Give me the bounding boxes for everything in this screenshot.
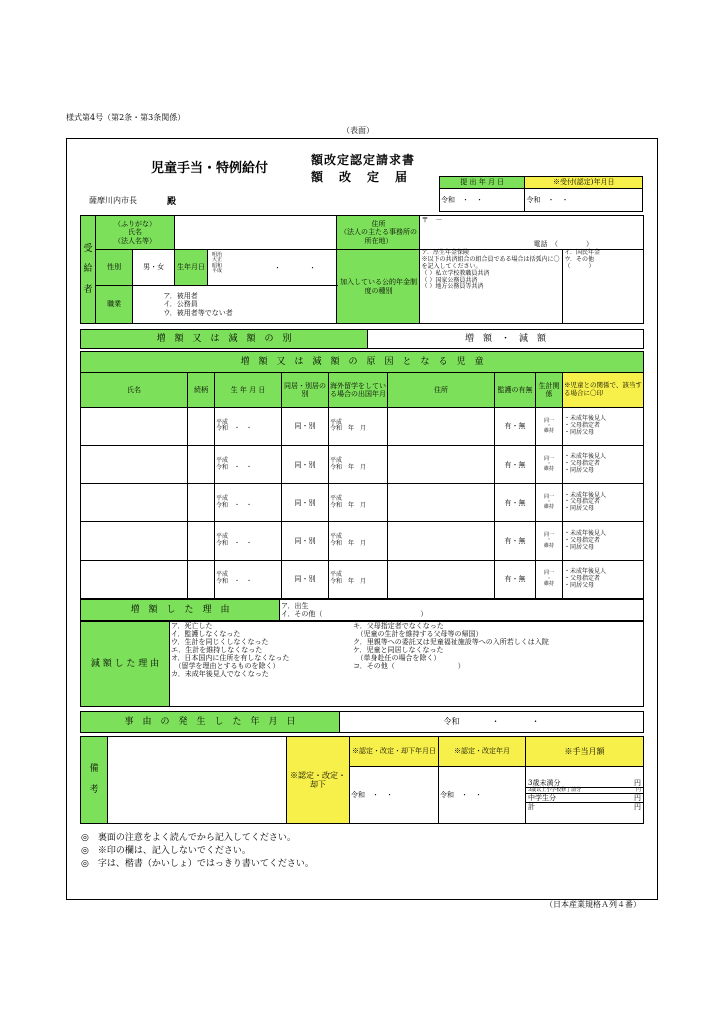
applicant-table [80,215,644,324]
child-name[interactable] [81,407,188,445]
furigana-label: （ふりがな） [114,220,156,229]
child-dob[interactable]: 平成 令和 ・ ・ [215,560,282,598]
col-cohab: 同居・別居の別 [282,372,329,407]
allowance-label: ※手当月額 [526,737,644,767]
child-custody[interactable]: 有・無 [495,522,536,560]
submit-date-label: 提 出 年 月 日 [440,177,525,189]
increase-reason-options[interactable]: ア．出生 イ．その他（ ） [280,600,644,621]
col-name: 氏名 [81,372,188,407]
col-relation: 続柄 [188,372,215,407]
child-address[interactable] [388,484,495,522]
remarks-label: 備 考 [81,737,108,824]
pension-label: 加入している公的年金制度の種別 [337,250,420,324]
inc-dec-value[interactable]: 増 額 ・ 減 額 [368,330,644,349]
amount-under3: 3歳未満分 円 [528,778,641,787]
dob-field[interactable]: 明治 大正 昭和 平成 ・ ・ [208,250,337,286]
col-address: 住所 [388,372,495,407]
child-address[interactable] [388,446,495,484]
child-abroad[interactable]: 平成 令和 年 月 [329,484,388,522]
child-livelihood[interactable]: 同一 ・ 維持 [536,407,563,445]
receipt-date-label: ※受付(認定)年月日 [525,177,643,189]
decrease-reason-left[interactable]: ア．死亡した イ．監護しなくなった ウ．生計を同じくしなくなった エ．生計を維持しなくなった オ．日本国内に住所を有しなくなった （留学を理由とするものを除く） カ．未成年後見人でなくなった [170,622,353,707]
child-abroad[interactable]: 平成 令和 年 月 [329,407,388,445]
sex-label: 性別 [96,250,133,286]
title-left: 児童手当・特例給付 [151,161,269,176]
addressee: 薩摩川内市長 [89,196,137,205]
note-2: ◎ ※印の欄は、記入しないでください。 [81,846,251,856]
child-cohab[interactable]: 同・別 [282,484,329,522]
child-dob[interactable]: 平成 令和 ・ ・ [215,522,282,560]
child-guardian-rel: ・未成年後見人 ・父母指定者 ・同居父母 [563,560,644,598]
child-guardian-rel: ・未成年後見人 ・父母指定者 ・同居父母 [563,484,644,522]
child-livelihood[interactable]: 同一 ・ 維持 [536,446,563,484]
remarks-field[interactable] [108,737,287,824]
child-relation[interactable] [188,484,215,522]
child-livelihood[interactable]: 同一 ・ 維持 [536,560,563,598]
date-table [439,176,643,212]
job-label: 職業 [96,286,133,324]
applicant-side-label: 受 給 者 [81,216,96,324]
address-label: 住所 （法人の主たる事務所の所在地） [337,216,420,250]
receipt-date-value: 令和 ・ ・ [525,189,643,212]
child-relation[interactable] [188,560,215,598]
event-date-label: 事 由 の 発 生 し た 年 月 日 [81,712,340,733]
child-dob[interactable]: 平成 令和 ・ ・ [215,446,282,484]
submit-date-value[interactable]: 令和 ・ ・ [440,189,525,212]
decrease-reason-table [80,621,644,707]
approval-label: ※認定・改定・却下 [287,737,350,824]
form-number: 様式第4号（第2条・第3条関係） [66,113,186,122]
sex-value[interactable]: 男・女 [133,250,175,286]
child-name[interactable] [81,484,188,522]
phone: 電話 （ ） [533,239,593,248]
inc-dec-label: 増 額 又 は 減 額 の 別 [81,330,368,349]
increase-reason-table [80,599,644,621]
note-1: ◎ 裏面の注意をよく読んでから記入してください。 [81,833,296,843]
child-custody[interactable]: 有・無 [495,446,536,484]
table-row [81,446,644,484]
title-right-1: 額改定認定請求書 [311,153,416,167]
amount-junior-high: 中学生分 円 [528,794,641,803]
child-dob[interactable]: 平成 令和 ・ ・ [215,484,282,522]
pension-options-2[interactable]: イ．国民年金 ウ．その他 （ ） [563,250,644,324]
table-row [81,522,644,560]
child-guardian-rel: ・未成年後見人 ・父母指定者 ・同居父母 [563,522,644,560]
decrease-reason-label: 減 額 し た 理 由 [81,622,170,707]
child-address[interactable] [388,560,495,598]
col-abroad: 海外留学をしている場合の出国年月 [329,372,388,407]
footer-standard: （日本産業規格Ａ列４番） [545,900,641,909]
child-relation[interactable] [188,522,215,560]
table-row [81,484,644,522]
child-custody[interactable]: 有・無 [495,560,536,598]
amount-total: 計 円 [528,803,641,812]
child-guardian-rel: ・未成年後見人 ・父母指定者 ・同居父母 [563,446,644,484]
address-field[interactable] [420,216,644,250]
postal-code: 〒 － [421,216,443,224]
child-livelihood[interactable]: 同一 ・ 維持 [536,522,563,560]
child-cohab[interactable]: 同・別 [282,522,329,560]
name-label: 氏名 （法人名等） [114,228,156,245]
approval-date-value: 令和 ・ ・ [350,767,439,824]
child-address[interactable] [388,407,495,445]
child-cohab[interactable]: 同・別 [282,407,329,445]
child-custody[interactable]: 有・無 [495,407,536,445]
child-abroad[interactable]: 平成 令和 年 月 [329,446,388,484]
remarks-table [80,736,644,824]
child-abroad[interactable]: 平成 令和 年 月 [329,522,388,560]
col-guardian-rel: ※児童との関係で、該当する場合に〇印 [563,372,644,407]
col-custody: 監護の有無 [495,372,536,407]
side-label: （表面） [342,126,374,135]
col-livelihood: 生計関係 [536,372,563,407]
child-name[interactable] [81,446,188,484]
child-name[interactable] [81,522,188,560]
child-custody[interactable]: 有・無 [495,484,536,522]
amount-3-to-primary: 3歳以上小学校修了前分 円 [528,786,641,793]
child-relation[interactable] [188,407,215,445]
table-row [81,407,644,445]
child-address[interactable] [388,522,495,560]
pension-options[interactable]: ア．厚生年金保険 ※以下の共済組合の組合員である場合は括弧内に〇を記入してください。 （ ）私立学校教職員共済 （ ）国家公務員共済 （ ）地方公務員等共済 [420,250,563,324]
child-relation[interactable] [188,446,215,484]
decrease-reason-right[interactable]: キ．父母指定者でなくなった （児童の生計を維持する父母等の帰国） ク．里親等への委託又は児童福祉施設等への入所若しくは入院 ケ．児童と同居しなくなった （単身赴任の場合を除く） コ．その他（ ） [352,622,644,707]
children-section-label: 増 額 又 は 減 額 の 原 因 と な る 児 童 [81,352,644,373]
child-name[interactable] [81,560,188,598]
table-row [81,560,644,598]
child-abroad[interactable]: 平成 令和 年 月 [329,560,388,598]
children-table [80,351,644,599]
job-options[interactable]: ア．被用者 イ．公務員 ウ．被用者等でない者 [133,286,337,324]
approval-date-label: ※認定・改定・却下年月日 [350,737,439,767]
inc-dec-table [80,329,644,349]
child-dob[interactable]: 平成 令和 ・ ・ [215,407,282,445]
approval-month-label: ※認定・改定年月 [439,737,526,767]
form-frame [66,138,658,900]
title-right-2: 額 改 定 届 [311,170,410,184]
name-field[interactable] [175,216,337,250]
notes [81,832,314,871]
child-livelihood[interactable]: 同一 ・ 維持 [536,484,563,522]
dob-label: 生年月日 [175,250,208,286]
event-date-table [80,711,644,733]
note-3: ◎ 字は、楷書（かいしょ）ではっきり書いてください。 [81,859,314,869]
child-guardian-rel: ・未成年後見人 ・父母指定者 ・同居父母 [563,407,644,445]
child-cohab[interactable]: 同・別 [282,446,329,484]
approval-month-value: 令和 ・ ・ [439,767,526,824]
col-dob: 生 年 月 日 [215,372,282,407]
child-cohab[interactable]: 同・別 [282,560,329,598]
addressee-dono: 殿 [167,197,177,207]
increase-reason-label: 増 額 し た 理 由 [81,600,280,621]
event-date-value[interactable]: 令和 ・ ・ [340,712,644,733]
